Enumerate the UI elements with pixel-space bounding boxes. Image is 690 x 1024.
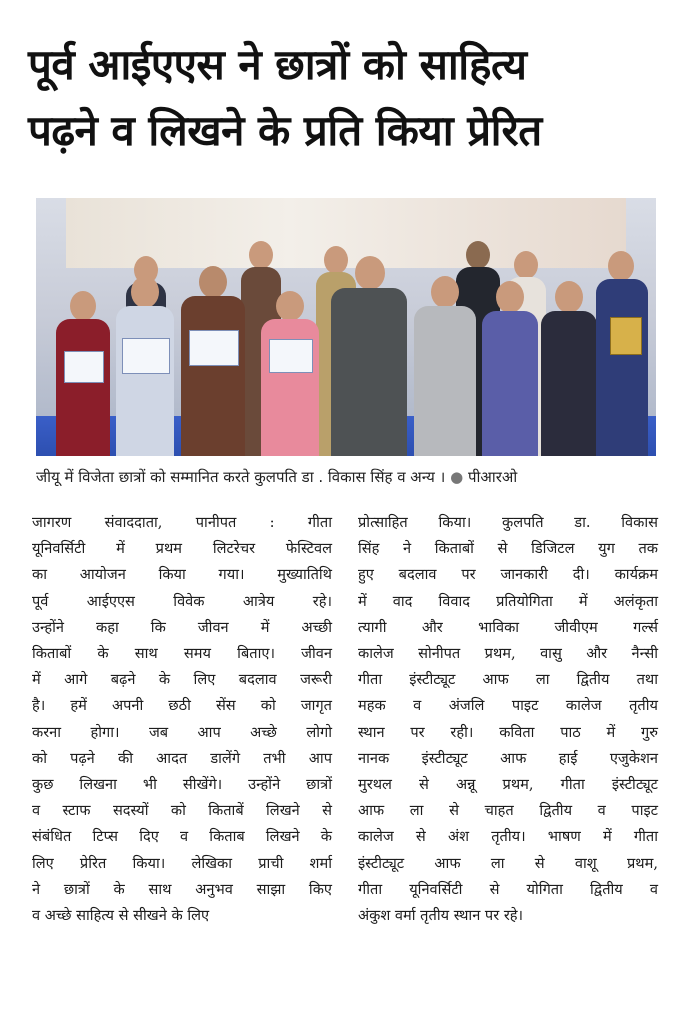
article-line: कालेज सोनीपत प्रथम, वासु और नैन्सी	[358, 645, 658, 663]
photo-person	[261, 291, 319, 456]
caption-text: जीयू में विजेता छात्रों को सम्मानित करते कुलपति डा . विकास सिंह व अन्य ।	[36, 468, 446, 486]
photo-person	[596, 251, 648, 456]
article-line: को पढ़ने की आदत डालेंगे तभी आप	[32, 749, 332, 767]
article-line: ने छात्रों के साथ अनुभव साझा किए	[32, 880, 332, 898]
headline-line-2: पढ़ने व लिखने के प्रति किया प्रेरित	[28, 106, 542, 155]
photo-person	[116, 276, 174, 456]
article-line: गीता इंस्टीट्यूट आफ ला द्वितीय तथा	[358, 671, 658, 689]
article-column-1	[32, 510, 332, 929]
article-line: है। हमें अपनी छठी सेंस को जागृत	[32, 697, 332, 715]
photo-person	[414, 276, 476, 456]
article-line: लिए प्रेरित किया। लेखिका प्राची शर्मा	[32, 854, 332, 872]
article-line: नानक इंस्टीट्यूट आफ हाई एजुकेशन	[358, 749, 658, 767]
article-line: यूनिवर्सिटी में प्रथम लिटरेचर फेस्टिवल	[32, 540, 332, 558]
article-line: संबंधित टिप्स दिए व किताब लिखने के	[32, 828, 332, 846]
article-line: व अच्छे साहित्य से सीखने के लिए	[32, 907, 210, 925]
article-line: उन्होंने कहा कि जीवन में अच्छी	[32, 618, 332, 636]
photo-credit: पीआरओ	[468, 468, 518, 486]
photo-person	[56, 291, 110, 456]
article-line: जागरण संवाददाता, पानीपत : गीता	[32, 514, 332, 531]
article-line: गीता यूनिवर्सिटी से योगिता द्वितीय व	[358, 880, 658, 898]
headline	[28, 32, 668, 164]
article-line: पूर्व आईएएस विवेक आत्रेय रहे।	[32, 592, 332, 610]
article-line: व स्टाफ सदस्यों को किताबें लिखने से	[32, 802, 332, 820]
article-line: कालेज से अंश तृतीय। भाषण में गीता	[358, 828, 658, 846]
article-line: में वाद विवाद प्रतियोगिता में अलंकृता	[358, 592, 658, 610]
article-line: आफ ला से चाहत द्वितीय व पाइट	[358, 802, 658, 820]
article-line: कुछ लिखना भी सीखेंगे। उन्होंने छात्रों	[32, 776, 332, 794]
article-line: त्यागी और भाविका जीवीएम गर्ल्स	[358, 618, 658, 636]
article-line: करना होगा। जब आप अच्छे लोगो	[32, 723, 332, 741]
article-line: स्थान पर रही। कविता पाठ में गुरु	[358, 723, 658, 741]
article-line: मुरथल से अन्नू प्रथम, गीता इंस्टीट्यूट	[358, 776, 658, 794]
article-column-2	[358, 510, 658, 929]
article-line: प्रोत्साहित किया। कुलपति डा. विकास	[358, 514, 658, 531]
article-line: अंकुश वर्मा तृतीय स्थान पर रहे।	[358, 907, 524, 925]
article-line: किताबों के साथ समय बिताए। जीवन	[32, 645, 332, 663]
article-line: का आयोजन किया गया। मुख्यातिथि	[32, 566, 332, 584]
article-line: महक व अंजलि पाइट कालेज तृतीय	[358, 697, 658, 715]
photo-person	[331, 256, 407, 456]
news-photo	[36, 198, 656, 456]
article-line: में आगे बढ़ने के लिए बदलाव जरूरी	[32, 671, 332, 689]
photo-caption	[36, 466, 666, 488]
photo-person	[541, 281, 597, 456]
photo-person	[482, 281, 538, 456]
bullet-icon: ●	[450, 468, 464, 486]
photo-person	[181, 266, 245, 456]
article-line: हुए बदलाव पर जानकारी दी। कार्यक्रम	[358, 566, 658, 584]
headline-line-1: पूर्व आईएएस ने छात्रों को साहित्य	[28, 40, 527, 89]
article-line: सिंह ने किताबों से डिजिटल युग तक	[358, 540, 658, 558]
article-line: इंस्टीट्यूट आफ ला से वाशू प्रथम,	[358, 854, 658, 872]
